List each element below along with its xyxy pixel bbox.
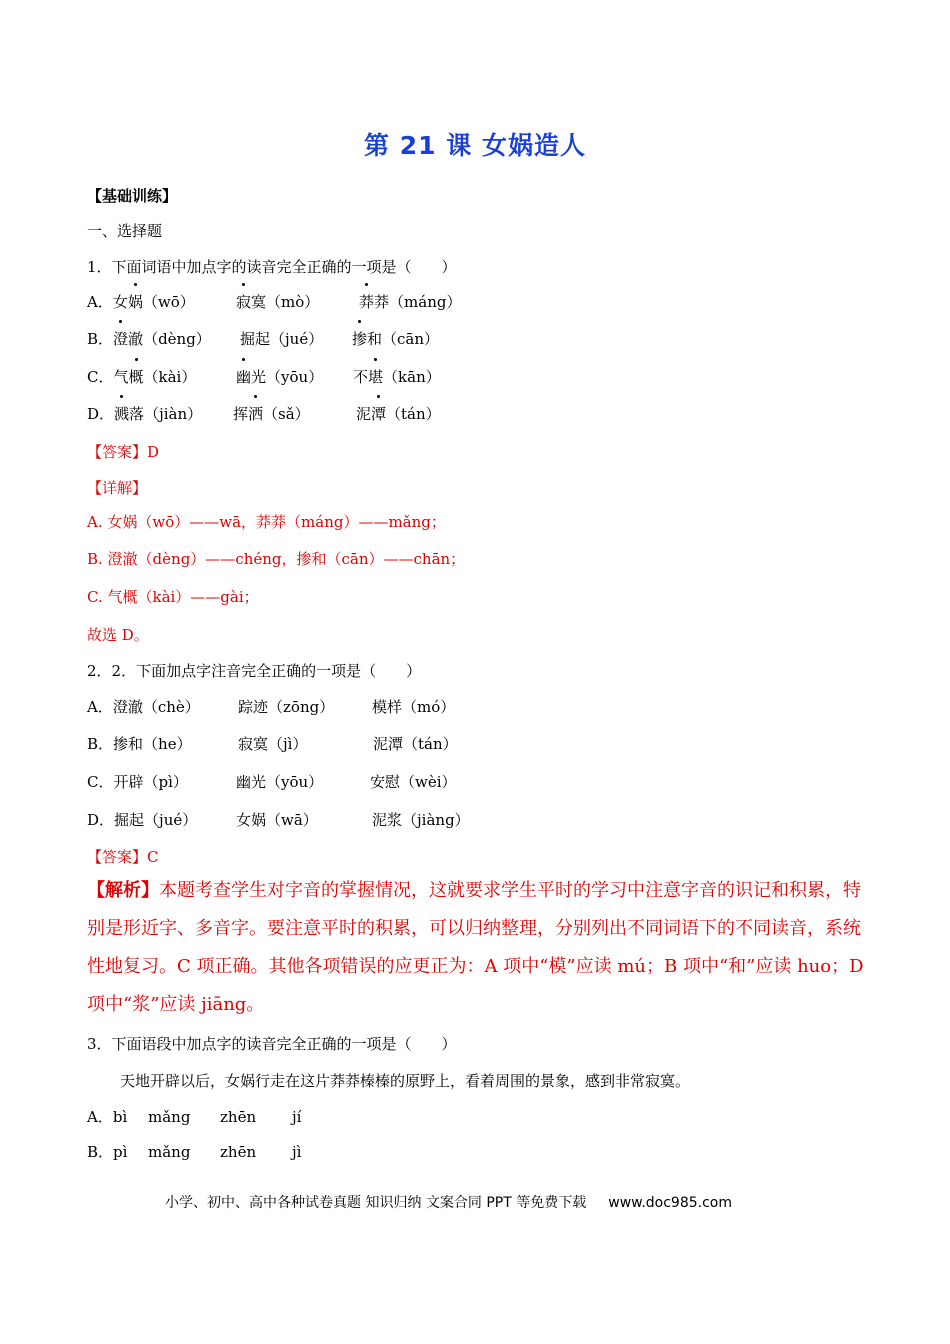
- part-heading: 一、选择题: [87, 222, 163, 240]
- q1-conclusion: 故选 D。: [87, 626, 149, 644]
- q2-option-c: C．开辟（pì） 幽光（yōu） 安慰（wèi）: [87, 773, 457, 791]
- q1-option-b: B．澄澈（dèng） 掘起（jué） 掺和（cān）: [87, 330, 440, 348]
- footer-url[interactable]: www.doc985.com: [608, 1195, 732, 1211]
- q3-stem: 3．下面语段中加点字的读音完全正确的一项是（ ）: [87, 1035, 457, 1053]
- q3-option-a: A．bì mǎng zhēn jí: [87, 1108, 302, 1126]
- q3-passage: 天地开辟以后，女娲行走在这片莽莽榛榛的原野上，看着周围的景象，感到非常寂寞。: [120, 1072, 691, 1090]
- q1-option-a: A．女娲（wō） 寂寞（mò） 莽莽（máng）: [87, 293, 462, 311]
- q1-option-c: C．气概（kài） 幽光（yōu） 不堪（kān）: [87, 368, 441, 386]
- q1-answer: 【答案】D: [87, 443, 160, 461]
- q2-option-b: B．掺和（he） 寂寞（jì） 泥潭（tán）: [87, 735, 458, 753]
- section-heading: 【基础训练】: [87, 187, 178, 205]
- q2-option-a: A．澄澈（chè） 踪迹（zōng） 模样（mó）: [87, 698, 456, 716]
- page-footer: [165, 1192, 732, 1212]
- q1-stem: 1．下面词语中加点字的读音完全正确的一项是（ ）: [87, 258, 457, 276]
- q2-analysis: 【解析】本题考查学生对字音的掌握情况，这就要求学生平时的学习中注意字音的识记和积累，特别是形近字、多音字。要注意平时的积累，可以归纳整理，分别列出不同词语下的不同读音，系统性地复习。C 项正确。其他各项错误的应更正为：A 项中“模”应读 mú；B 项中“和”应读 huo；D 项中“浆”应读 jiāng。: [87, 880, 864, 1015]
- q2-stem: 2．2．下面加点字注音完全正确的一项是（ ）: [87, 662, 422, 680]
- page-title: 第 21 课 女娲造人: [364, 131, 586, 160]
- q2-option-d: D．掘起（jué） 女娲（wā） 泥浆（jiàng）: [87, 811, 470, 829]
- footer-text: 小学、初中、高中各种试卷真题 知识归纳 文案合同 PPT 等免费下载: [165, 1195, 587, 1211]
- q1-detail-heading: 【详解】: [87, 479, 148, 497]
- q1-option-d: D．溅落（jiàn） 挥洒（sǎ） 泥潭（tán）: [87, 405, 441, 423]
- q3-option-b: B．pì mǎng zhēn jì: [87, 1143, 302, 1161]
- q1-detail-c: C. 气概（kài）——gài；: [87, 588, 259, 606]
- q1-detail-a: A. 女娲（wō）——wā，莽莽（máng）——mǎng；: [87, 513, 446, 531]
- q1-detail-b: B. 澄澈（dèng）——chéng，掺和（cān）——chān；: [87, 550, 466, 568]
- q2-answer: 【答案】C: [87, 848, 159, 866]
